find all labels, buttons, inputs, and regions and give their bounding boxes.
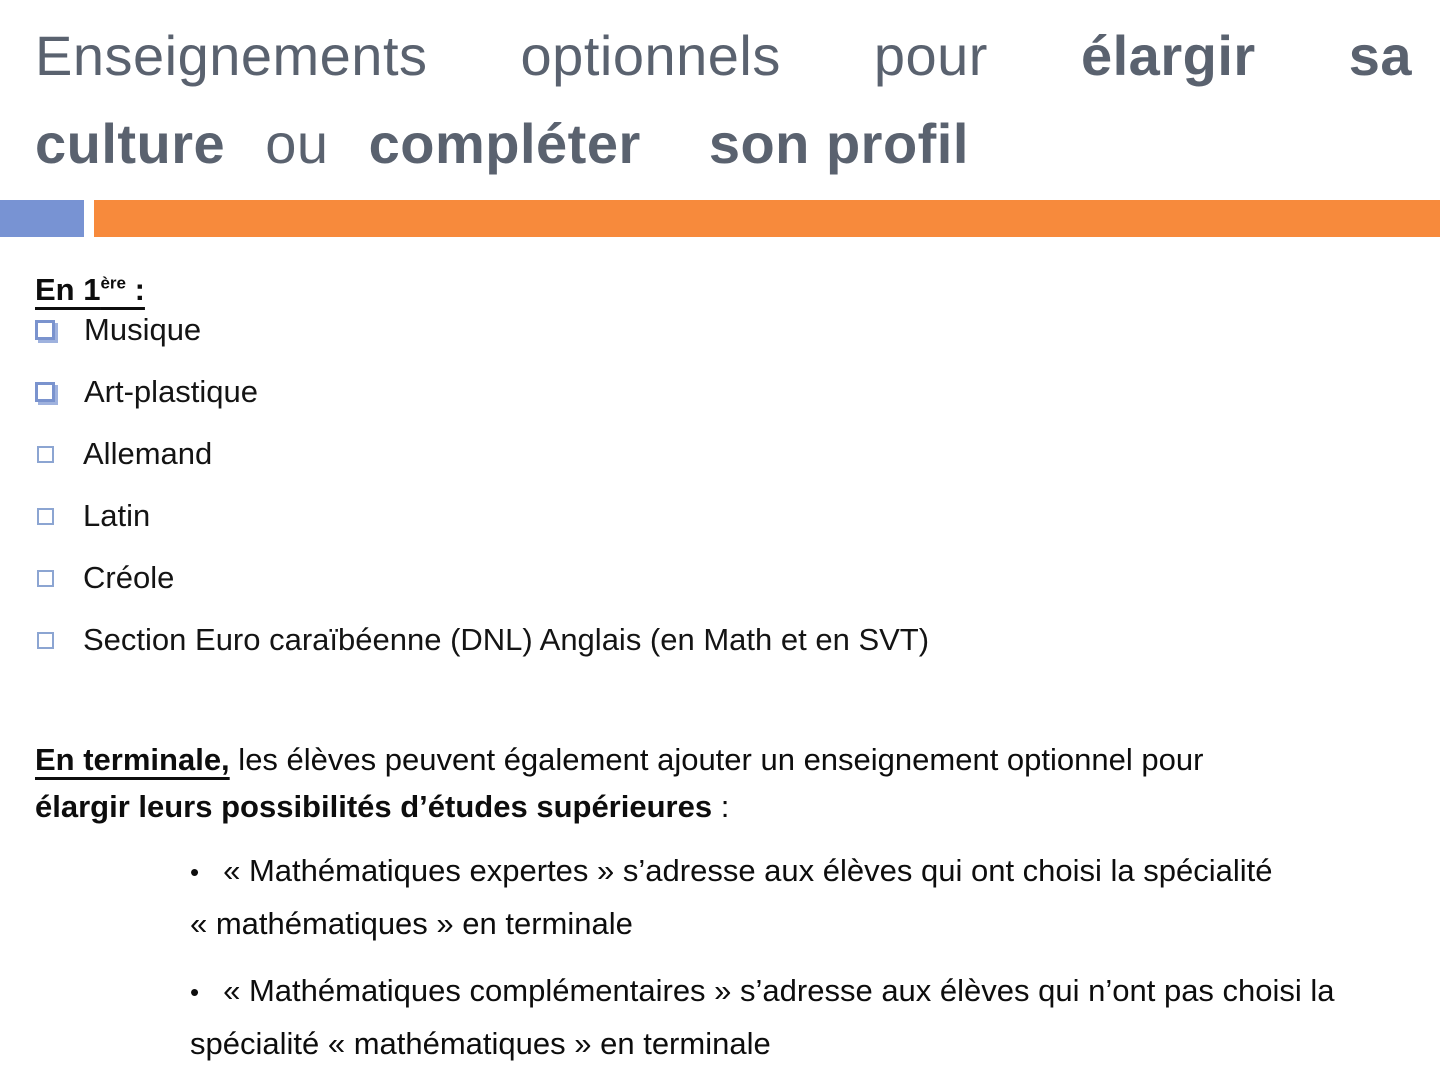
terminale-text: les élèves peuvent également ajouter un enseignement optionnel pour [229,742,1204,777]
title-word: pour [873,24,988,87]
list-item-label: Section Euro caraïbéenne (DNL) Anglais (en Math et en SVT) [83,622,930,657]
title-word: optionnels [520,24,781,87]
terminale-colon: : [712,789,730,824]
list-item [35,423,929,485]
list-item-label: Musique [84,312,202,347]
premiere-heading: En 1ère : [35,271,145,307]
title-word-emphasis: culture [35,112,226,175]
terminale-sub-bullets [190,845,1375,1080]
terminale-line-1 [35,736,1395,783]
square-bullet-icon [37,570,54,587]
dot-bullet-icon: • [190,977,200,1007]
sub-bullet-item [190,845,1375,949]
terminale-line-2 [35,783,1395,830]
square-bullet-icon [35,320,55,340]
list-item [35,299,929,361]
square-bullet-icon [37,508,54,525]
list-item [35,547,929,609]
title-word-emphasis: sa [1348,24,1412,87]
premiere-heading-superscript: ère [100,273,126,293]
list-item-label: Latin [83,498,151,533]
title-line-2 [35,100,1412,188]
list-item [35,361,929,423]
title-word-emphasis: son profil [708,112,969,175]
terminale-lead: En terminale, [35,742,230,777]
square-bullet-icon [37,446,54,463]
title-word-emphasis: élargir [1080,24,1256,87]
dot-bullet-icon: • [190,857,200,887]
sub-bullet-text: « Mathématiques complémentaires » s’adresse aux élèves qui n’ont pas choisi la spécialité « mathématiques » en terminale [190,973,1335,1061]
divider-orange-bar [94,200,1440,237]
list-item-label: Créole [83,560,175,595]
divider-bar [0,200,1440,237]
options-list [35,299,929,671]
terminale-paragraph [35,736,1395,830]
slide-title [35,12,1412,188]
sub-bullet-item [190,965,1375,1069]
square-bullet-icon [37,632,54,649]
title-word: Enseignements [35,24,428,87]
square-bullet-icon [35,382,55,402]
title-word: ou [265,112,329,175]
list-item [35,609,929,671]
divider-blue-square [0,200,84,237]
list-item-label: Allemand [83,436,213,471]
list-item-label: Art-plastique [84,374,259,409]
sub-bullet-text: « Mathématiques expertes » s’adresse aux élèves qui ont choisi la spécialité « mathématiques » en terminale [190,853,1273,941]
title-word-emphasis: compléter [368,112,641,175]
list-item [35,485,929,547]
title-line-1 [35,12,1412,100]
terminale-bold-tail: élargir leurs possibilités d’études supérieures [35,789,713,824]
